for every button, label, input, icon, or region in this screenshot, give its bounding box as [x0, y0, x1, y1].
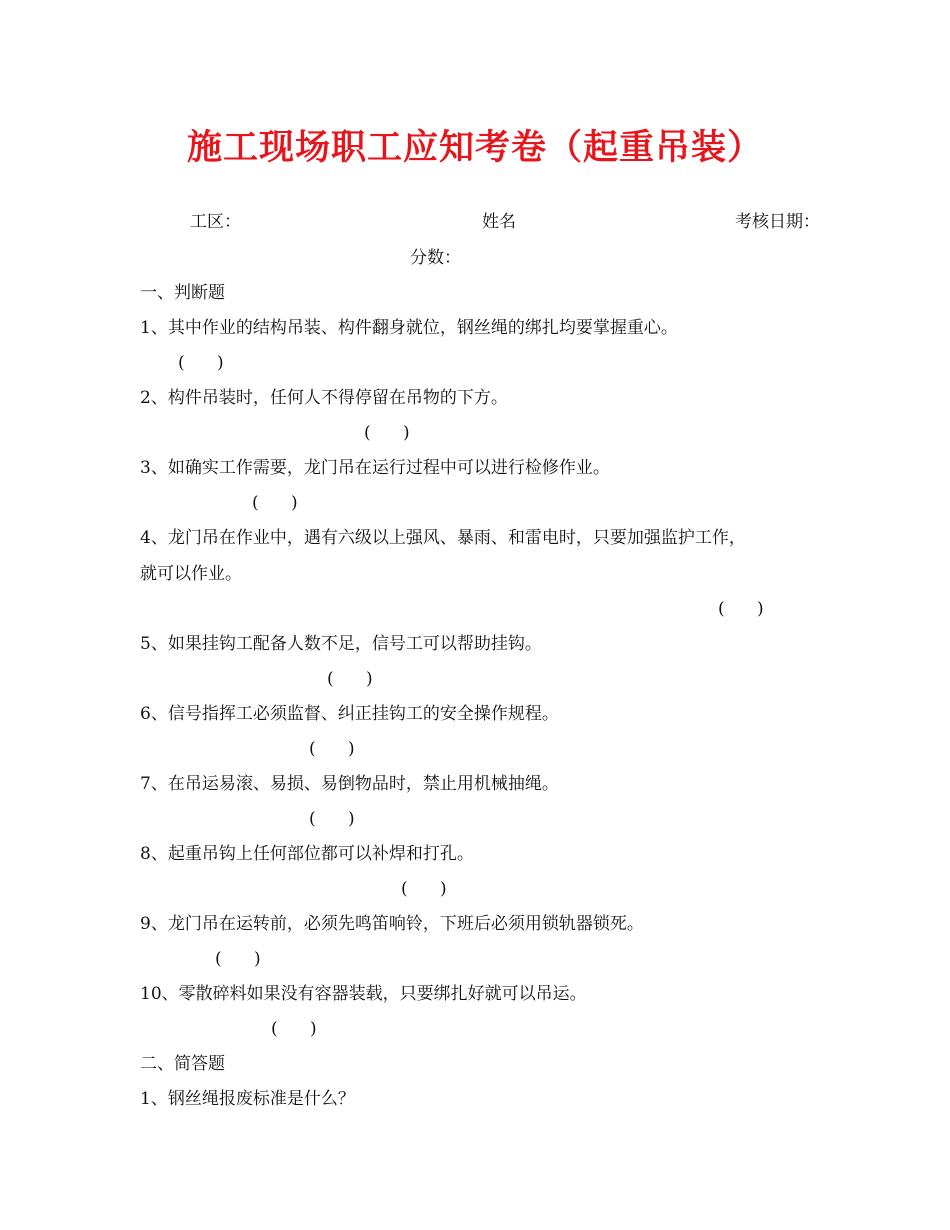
exam-title: 施工现场职工应知考卷（起重吊装） [186, 127, 763, 168]
question-10: 10、零散碎料如果没有容器装载，只要绑扎好就可以吊运。 [140, 984, 587, 1004]
name-label: 姓名 [482, 212, 516, 232]
answer-blank-9[interactable]: ( ) [215, 949, 261, 969]
answer-blank-3[interactable]: ( ) [252, 493, 298, 513]
answer-blank-1[interactable]: ( ) [178, 353, 224, 373]
question-8: 8、起重吊钩上任何部位都可以补焊和打孔。 [140, 844, 474, 864]
answer-blank-5[interactable]: ( ) [327, 669, 373, 689]
question-2: 2、构件吊装时，任何人不得停留在吊物的下方。 [140, 388, 508, 408]
score-label: 分数： [410, 248, 461, 268]
question-7: 7、在吊运易滚、易损、易倒物品时，禁止用机械抽绳。 [140, 774, 559, 794]
work-area-label: 工区： [190, 212, 241, 232]
answer-blank-6[interactable]: ( ) [309, 739, 355, 759]
question-4-continued: 就可以作业。 [140, 564, 242, 584]
question-5: 5、如果挂钩工配备人数不足，信号工可以帮助挂钩。 [140, 634, 542, 654]
section-heading-short-answer: 二、简答题 [140, 1054, 225, 1074]
answer-blank-4[interactable]: ( ) [718, 599, 764, 619]
answer-blank-2[interactable]: ( ) [364, 423, 410, 443]
question-9: 9、龙门吊在运转前，必须先鸣笛响铃，下班后必须用锁轨器锁死。 [140, 914, 644, 934]
answer-blank-7[interactable]: ( ) [309, 809, 355, 829]
question-6: 6、信号指挥工必须监督、纠正挂钩工的安全操作规程。 [140, 704, 559, 724]
answer-blank-8[interactable]: ( ) [401, 879, 447, 899]
question-1: 1、其中作业的结构吊装、构件翻身就位，钢丝绳的绑扎均要掌握重心。 [140, 318, 678, 338]
short-answer-question-1: 1、钢丝绳报废标准是什么？ [140, 1089, 355, 1109]
exam-date-label: 考核日期： [735, 212, 820, 232]
question-3: 3、如确实工作需要，龙门吊在运行过程中可以进行检修作业。 [140, 458, 610, 478]
answer-blank-10[interactable]: ( ) [271, 1019, 317, 1039]
section-heading-true-false: 一、判断题 [140, 283, 225, 303]
question-4: 4、龙门吊在作业中，遇有六级以上强风、暴雨、和雷电时，只要加强监护工作， [140, 528, 746, 548]
